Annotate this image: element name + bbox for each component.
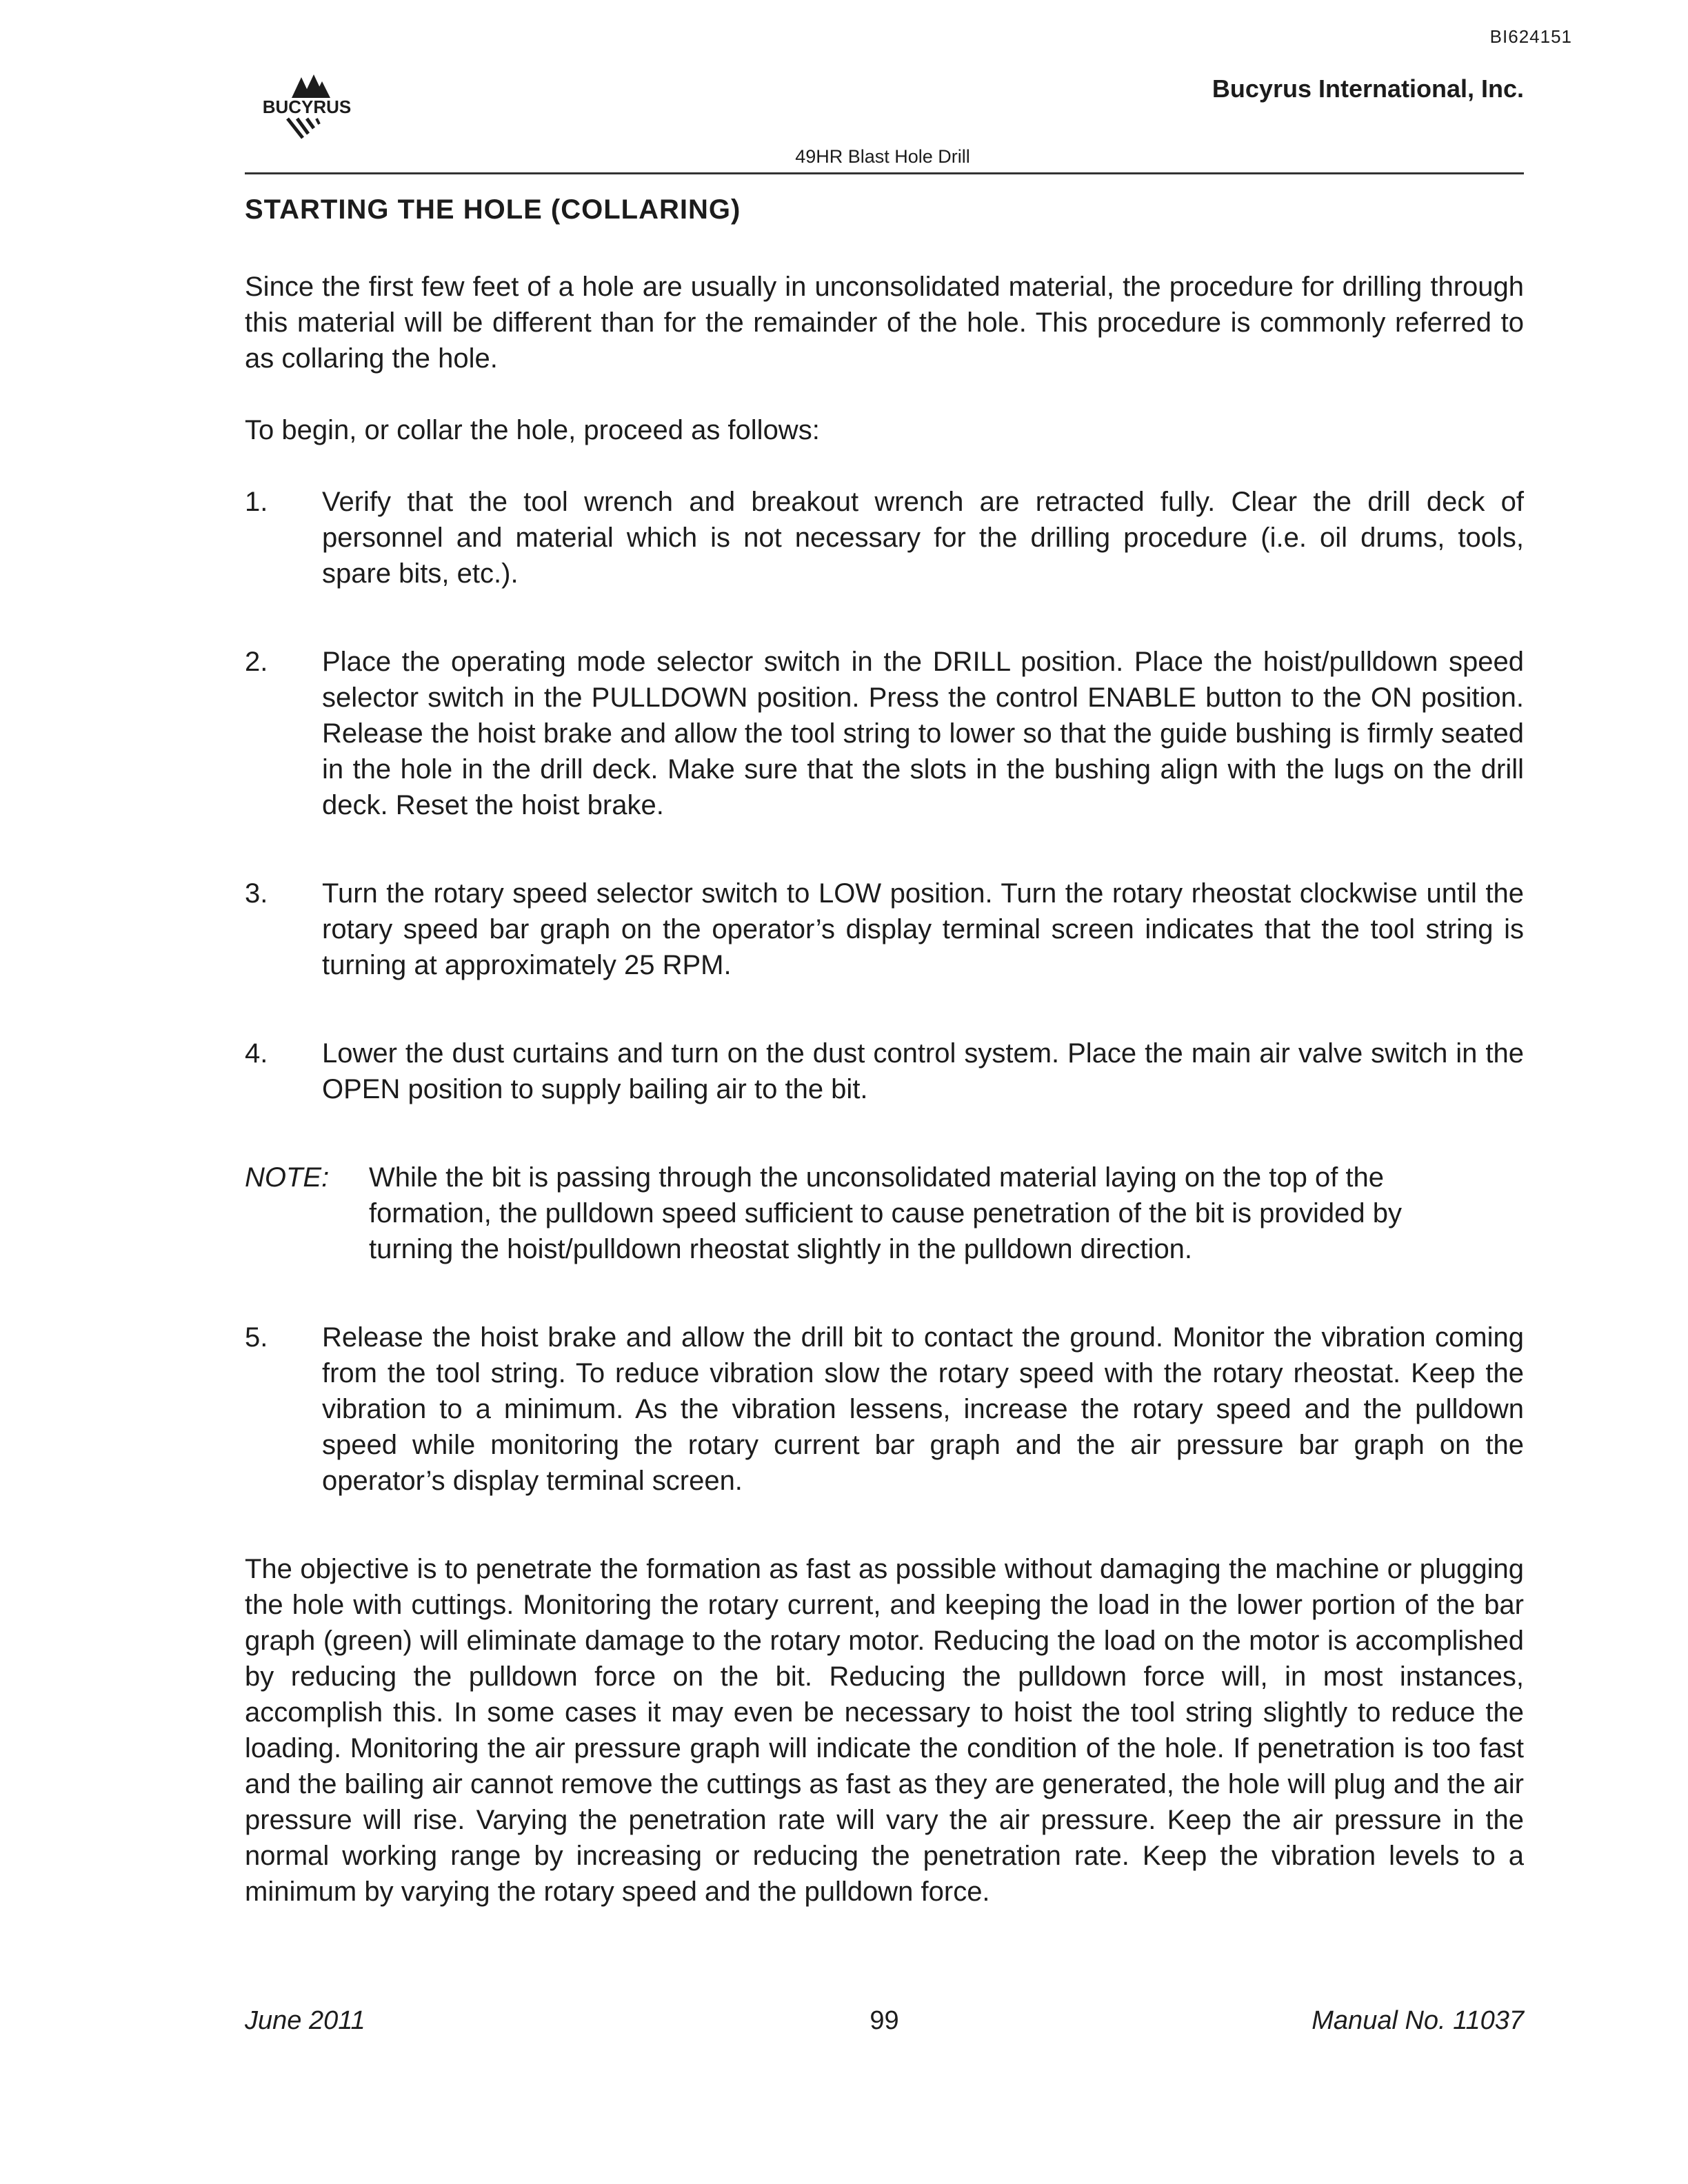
step-3 (245, 876, 1524, 983)
product-name: 49HR Blast Hole Drill (795, 146, 970, 167)
step-text: Lower the dust curtains and turn on the dust control system. Place the main air valve switch in the OPEN position to supply bailing air to the bit. (322, 1038, 1524, 1104)
page-number: 99 (870, 2006, 899, 2035)
step-text: Release the hoist brake and allow the drill bit to contact the ground. Monitor the vibration coming from the tool string. To reduce vibration slow the rotary speed with the rotary rheostat. Keep the vibration to a minimum. As the vibration lessens, increase the rotary speed and the pulldown speed while monitoring the rotary current bar graph and the air pressure bar graph on the operator’s display terminal screen. (322, 1322, 1524, 1496)
step-number: 3. (245, 878, 268, 909)
step-4 (245, 1035, 1524, 1107)
lead-paragraph: To begin, or collar the hole, proceed as follows: (245, 415, 820, 445)
bucyrus-logo (245, 69, 369, 152)
note-text: While the bit is passing through the unconsolidated material laying on the top of the formation, the pulldown speed sufficient to cause penetration of the bit is provided by turning the hoist/pulldown rheostat slightly in the pulldown direction. (369, 1162, 1402, 1264)
page-footer (245, 2006, 1524, 2042)
objective-paragraph: The objective is to penetrate the formation as fast as possible without damaging the machine or plugging the hole with cuttings. Monitoring the rotary current, and keeping the load in the lower portion of the bar graph (green) will eliminate damage to the rotary motor. Reducing the load on the motor is accomplished by reducing the pulldown force on the bit. Reducing the pulldown force will, in most instances, accomplish this. In some cases it may even be necessary to hoist the tool string slightly to reduce the loading. Monitoring the air pressure graph will indicate the condition of the hole. If penetration is too fast and the bailing air cannot remove the cuttings as fast as they are generated, the hole will plug and the air pressure will rise. Varying the penetration rate will vary the air pressure. Keep the air pressure in the normal working range by increasing or reducing the penetration rate. Keep the vibration levels to a minimum by varying the rotary speed and the pulldown force. (245, 1554, 1524, 1907)
note-label: NOTE: (245, 1162, 330, 1193)
manual-number: Manual No. 11037 (1312, 2006, 1524, 2035)
step-number: 5. (245, 1322, 268, 1353)
section-title: STARTING THE HOLE (COLLARING) (245, 194, 741, 225)
intro-paragraph: Since the first few feet of a hole are usually in unconsolidated material, the procedure for drilling through this material will be different than for the remainder of the hole. This procedure is commonly referred to as collaring the hole. (245, 272, 1524, 374)
step-number: 4. (245, 1038, 268, 1069)
step-text: Verify that the tool wrench and breakout wrench are retracted fully. Clear the drill deck of personnel and material which is not necessary for the drilling procedure (i.e. oil drums, tools, spare bits, etc.). (322, 487, 1524, 589)
company-name: Bucyrus International, Inc. (1212, 74, 1524, 103)
step-5 (245, 1320, 1524, 1499)
footer-date: June 2011 (245, 2006, 365, 2035)
header-divider (245, 172, 1524, 174)
logo-text: BUCYRUS (262, 97, 352, 117)
step-2 (245, 644, 1524, 823)
step-number: 1. (245, 487, 268, 517)
step-1 (245, 484, 1524, 592)
document-id: BI624151 (1489, 26, 1572, 47)
page-content (245, 192, 1524, 1945)
step-number: 2. (245, 647, 268, 677)
step-text: Place the operating mode selector switch in the DRILL position. Place the hoist/pulldown speed selector switch in the PULLDOWN position. Press the control ENABLE button to the ON position. Release the hoist brake and allow the tool string to lower so that the guide bushing is firmly seated in the hole in the drill deck. Make sure that the slots in the bushing align with the lugs on the drill deck. Reset the hoist brake. (322, 647, 1524, 820)
step-text: Turn the rotary speed selector switch to LOW position. Turn the rotary rheostat clockwise until the rotary speed bar graph on the operator’s display terminal screen indicates that the tool string is turning at approximately 25 RPM. (322, 878, 1524, 980)
note-block (245, 1160, 1524, 1267)
